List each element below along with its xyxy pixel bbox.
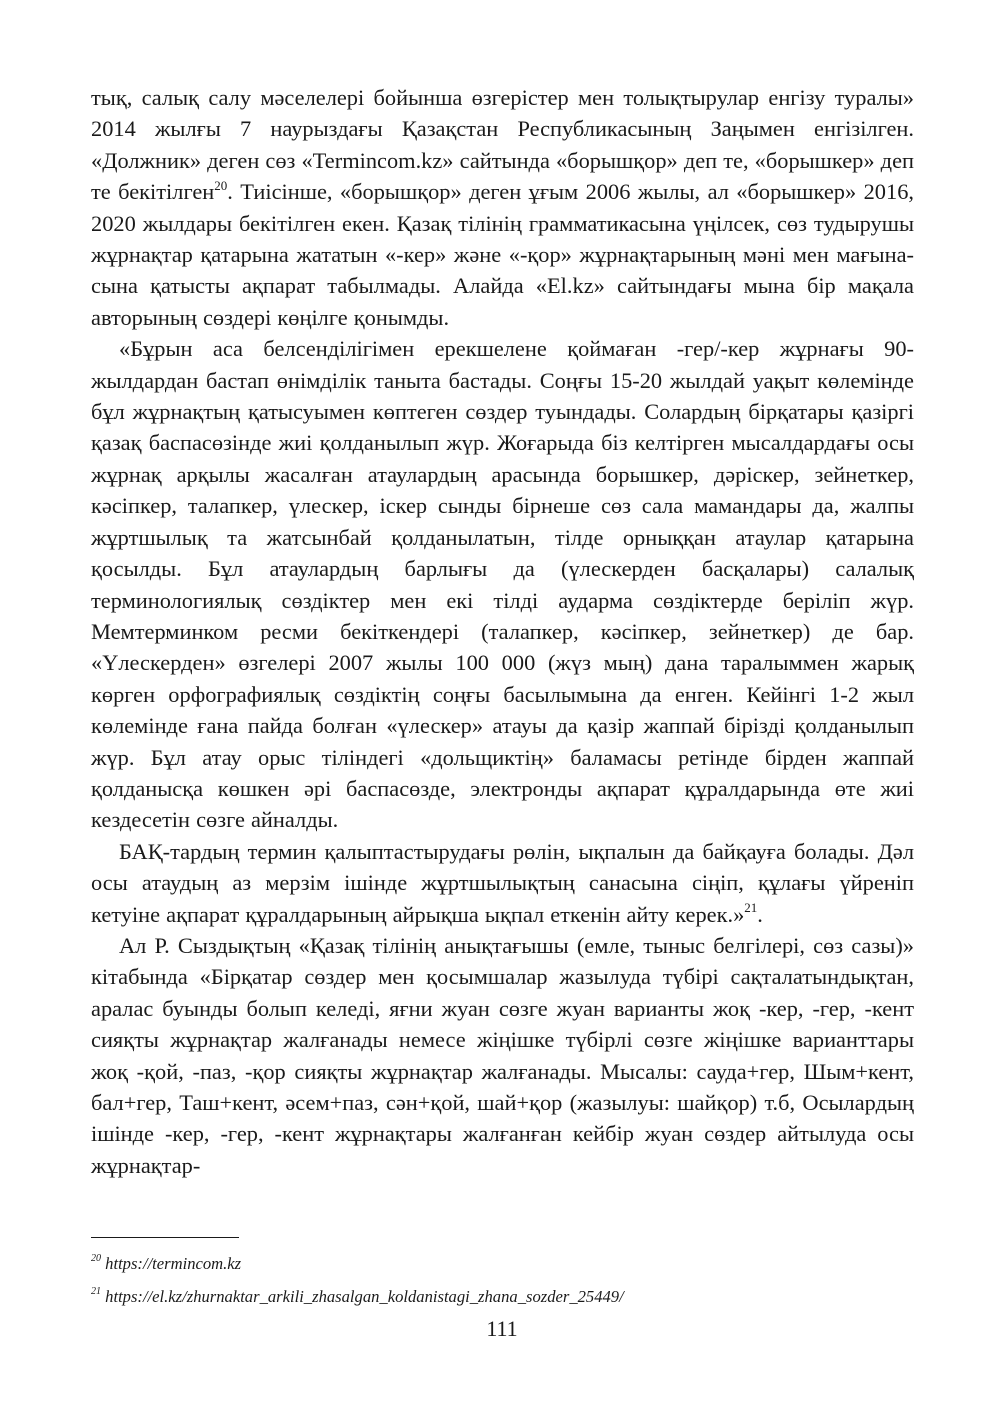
footnote-number: 21 bbox=[91, 1286, 101, 1298]
paragraph bbox=[91, 82, 914, 333]
footnote bbox=[91, 1247, 914, 1280]
footnote-reference: 20 bbox=[214, 177, 228, 193]
footnote-link[interactable]: https://el.kz/zhurnaktar_arkili_zhasalgan_koldanistagi_zhana_sozder_25449/ bbox=[105, 1287, 624, 1306]
footnote-reference: 21 bbox=[744, 900, 758, 916]
footnote-number: 20 bbox=[91, 1253, 101, 1265]
paragraph-text: БАҚ-тардың термин қалыптастырудағы рөлін, ықпалын да байқауға болады. Дәл осы атаудың аз мерзім ішінде жұртшылықтың санасына сіңіп, құлағы үйреніп кетуіне ақпарат құралдарының айрықша ықпал еткенін айту керек.» bbox=[91, 838, 914, 927]
body-text bbox=[91, 82, 914, 1181]
footnote-divider bbox=[91, 1237, 239, 1238]
paragraph-text: . Тиісінше, «борышқор» деген ұғым 2006 жылы, ал «борышкер» 2016, 2020 жылдары бекітілген екен. Қазақ тілінің грамматикасына үңілсек, сөз тудырушы жұрнақтар қатарына жататын «-кер» және «-қор» жұрнақтарының мәні мен мағынасына қатысты ақпарат табылмады. Алайда «El.kz» сайтындағы мына бір мақала авторының сөздері көңілге қонымды. bbox=[91, 179, 914, 330]
page-content bbox=[91, 82, 914, 1181]
paragraph bbox=[91, 930, 914, 1181]
paragraph bbox=[91, 836, 914, 930]
page-number: 111 bbox=[486, 1316, 518, 1341]
footnote bbox=[91, 1280, 914, 1313]
paragraph-text: тық, салық салу мәселелері бойынша өзгерістер мен толықтырулар енгізу туралы» 2014 жылғы 7 наурыздағы Қазақстан Республикасының Заңымен енгізілген. «Должник» деген сөз «Termincom.kz» сайтында «борышқор» деп те, «борышкер» деп те бекітілген bbox=[91, 85, 914, 205]
paragraph-text: Ал Р. Сыздықтың «Қазақ тілінің анықтағышы (емле, тыныс белгілері, сөз сазы)» кітабында «Бірқатар сөздер мен қосымшалар жазылуда түбірі сақталатындықтан, аралас буынды болып келеді, яғни жуан сөзге жуан варианты жоқ -кер, -гер, -кент сияқты жұрнақтар жалғанады немесе жіңішке түбірлі сөзге жіңішке варианттары жоқ -қой, -паз, -қор сияқты жұрнақтар жалғанады. Мысалы: сауда+гер, Шым+кент, бал+гер, Таш+кент, әсем+паз, сән+қой, шай+қор (жазылуы: шайқор) т.б, Осылардың ішінде -кер, -гер, -кент жұрнақтары жалғанған кейбір жуан сөздер айтылуда осы жұрнақтар- bbox=[91, 932, 914, 1178]
footnote-link[interactable]: https://termincom.kz bbox=[105, 1254, 242, 1273]
paragraph-text: . bbox=[757, 901, 763, 927]
footnotes bbox=[91, 1247, 914, 1313]
paragraph-text: «Бұрын аса белсенділігімен ерекшелене қоймаған -гер/-кер жұрнағы 90-жылдардан бастап өнімділік танытa бастады. Соңғы 15-20 жылдай уақыт көлемінде бұл жұрнақтың қатысуымен көптеген сөздер туындады. Солардың бірқатары қазіргі қазақ баспасөзінде жиі қолданылып жүр. Жоғарыда біз келтірген мысалдардағы осы жұрнақ арқылы жасалған атаулардың арасында борышкер, дәріскер, зейнеткер, кәсіпкер, талапкер, үлескер, іскер сынды бірнеше сөз сала мамандары да, жалпы жұртшылық та жатсынбай қолданылатын, тілде орныққан атаулар қатарына қосылды. Бұл атаулардың барлығы да (үлескерден басқалары) салалық терминологиялық сөздіктер мен екі тілді аударма сөздіктерде беріліп жүр. Мемтерминком ресми бекіткендері (талапкер, кәсіпкер, зейнеткер) де бар. «Үлескерден» өзгелері 2007 жылы 100 000 (жүз мың) дана таралыммен жарық көрген орфографиялық сөздіктің соңғы басылымына да енген. Кейінгі 1-2 жыл көлемінде ғана пайда болған «үлескер» атауы да қазір жаппай бірізді қолданылып жүр. Бұл атау орыс тіліндегі «дольщиктің» баламасы ретінде бірден жаппай қолданысқа көшкен әрі баспасөзде, электронды ақпарат құралдарында өте жиі кездесетін сөзге айналды. bbox=[91, 336, 914, 833]
paragraph bbox=[91, 333, 914, 836]
